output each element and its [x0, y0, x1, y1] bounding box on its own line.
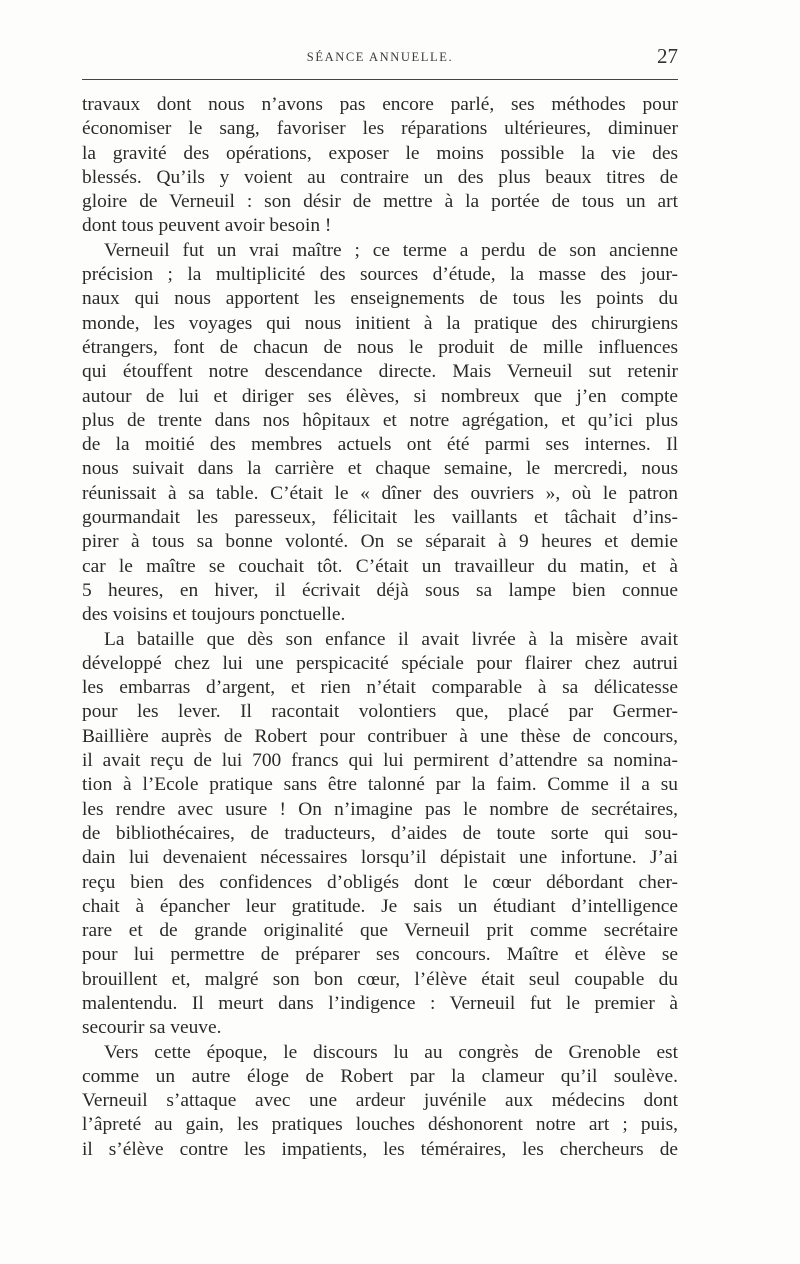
body-text: [82, 93, 678, 1162]
text-line: de la moitié des membres actuels ont été parmi ses internes. Il: [82, 434, 678, 456]
text-line: Verneuil s’attaque avec une ardeur juvénile aux médecins dont: [82, 1090, 678, 1112]
text-line: développé chez lui une perspicacité spéciale pour flairer chez autrui: [82, 652, 678, 674]
text-line: de bibliothécaires, de traducteurs, d’aides de toute sorte qui sou-: [82, 822, 678, 844]
text-line: il avait reçu de lui 700 francs qui lui permirent d’attendre sa nomina-: [82, 750, 678, 772]
text-line: gourmandait les paresseux, félicitait les vaillants et tâchait d’ins-: [82, 507, 678, 529]
text-line: dain lui devenaient nécessaires lorsqu’il dépistait une infortune. J’ai: [82, 847, 678, 869]
text-line: pour les lever. Il racontait volontiers que, placé par Germer-: [82, 701, 678, 723]
text-line: la gravité des opérations, exposer le moins possible la vie des: [82, 142, 678, 164]
page-number: 27: [657, 44, 678, 68]
text-line: secourir sa veuve.: [82, 1017, 222, 1039]
text-line: nous suivait dans la carrière et chaque semaine, le mercredi, nous: [82, 458, 678, 480]
text-line: monde, les voyages qui nous initient à la pratique des chirurgiens: [82, 312, 678, 334]
running-header: [82, 44, 678, 74]
text-line: économiser le sang, favoriser les réparations ultérieures, diminuer: [82, 118, 678, 140]
text-line: chait à épancher leur gratitude. Je sais un étudiant d’intelligence: [82, 895, 678, 917]
text-line: 5 heures, en hiver, il écrivait déjà sous sa lampe bien connue: [82, 579, 678, 601]
text-line: car le maître se couchait tôt. C’était un travailleur du matin, et à: [82, 555, 678, 577]
text-line: dont tous peuvent avoir besoin !: [82, 215, 332, 237]
text-line: pirer à tous sa bonne volonté. On se séparait à 9 heures et demie: [82, 531, 678, 553]
text-line: les embarras d’argent, et rien n’était comparable à sa délicatesse: [82, 677, 678, 699]
text-line: malentendu. Il meurt dans l’indigence : Verneuil fut le premier à: [82, 992, 678, 1014]
text-line: rare et de grande originalité que Verneuil prit comme secrétaire: [82, 920, 678, 942]
text-line: précision ; la multiplicité des sources d’étude, la masse des jour-: [82, 264, 678, 286]
text-line: Vers cette époque, le discours lu au congrès de Grenoble est: [104, 1041, 678, 1063]
text-line: pour lui permettre de préparer ses concours. Maître et élève se: [82, 944, 678, 966]
text-line: qui étouffent notre descendance directe. Mais Verneuil sut retenir: [82, 361, 678, 383]
text-line: plus de trente dans nos hôpitaux et notre agrégation, et qu’ici plus: [82, 409, 678, 431]
text-line: il s’élève contre les impatients, les téméraires, les chercheurs de: [82, 1138, 678, 1160]
text-line: blessés. Qu’ils y voient au contraire un des plus beaux titres de: [82, 166, 678, 188]
text-line: étrangers, font de chacun de nous le produit de mille influences: [82, 336, 678, 358]
text-line: tion à l’Ecole pratique sans être talonné par la faim. Comme il a su: [82, 774, 678, 796]
text-line: brouillent et, malgré son bon cœur, l’élève était seul coupable du: [82, 968, 678, 990]
text-line: autour de lui et diriger ses élèves, si nombreux que j’en compte: [82, 385, 678, 407]
text-line: naux qui nous apportent les enseignements de tous les points du: [82, 288, 678, 310]
text-line: des voisins et toujours ponctuelle.: [82, 604, 346, 626]
text-line: comme un autre éloge de Robert par la clameur qu’il soulève.: [82, 1065, 678, 1087]
text-line: gloire de Verneuil : son désir de mettre à la portée de tous un art: [82, 191, 678, 213]
running-title: SÉANCE ANNUELLE.: [306, 50, 454, 64]
text-line: La bataille que dès son enfance il avait livrée à la misère avait: [104, 628, 678, 650]
text-line: les rendre avec usure ! On n’imagine pas le nombre de secrétaires,: [82, 798, 678, 820]
text-line: Verneuil fut un vrai maître ; ce terme a perdu de son ancienne: [104, 239, 678, 261]
text-line: reçu bien des confidences d’obligés dont le cœur débordant cher-: [82, 871, 678, 893]
text-line: Baillière auprès de Robert pour contribuer à une thèse de concours,: [82, 725, 678, 747]
text-line: l’âpreté au gain, les pratiques louches déshonorent notre art ; puis,: [82, 1114, 678, 1136]
text-line: réunissait à sa table. C’était le « dîner des ouvriers », où le patron: [82, 482, 678, 504]
header-rule: [82, 79, 678, 80]
text-line: travaux dont nous n’avons pas encore parlé, ses méthodes pour: [82, 94, 678, 115]
